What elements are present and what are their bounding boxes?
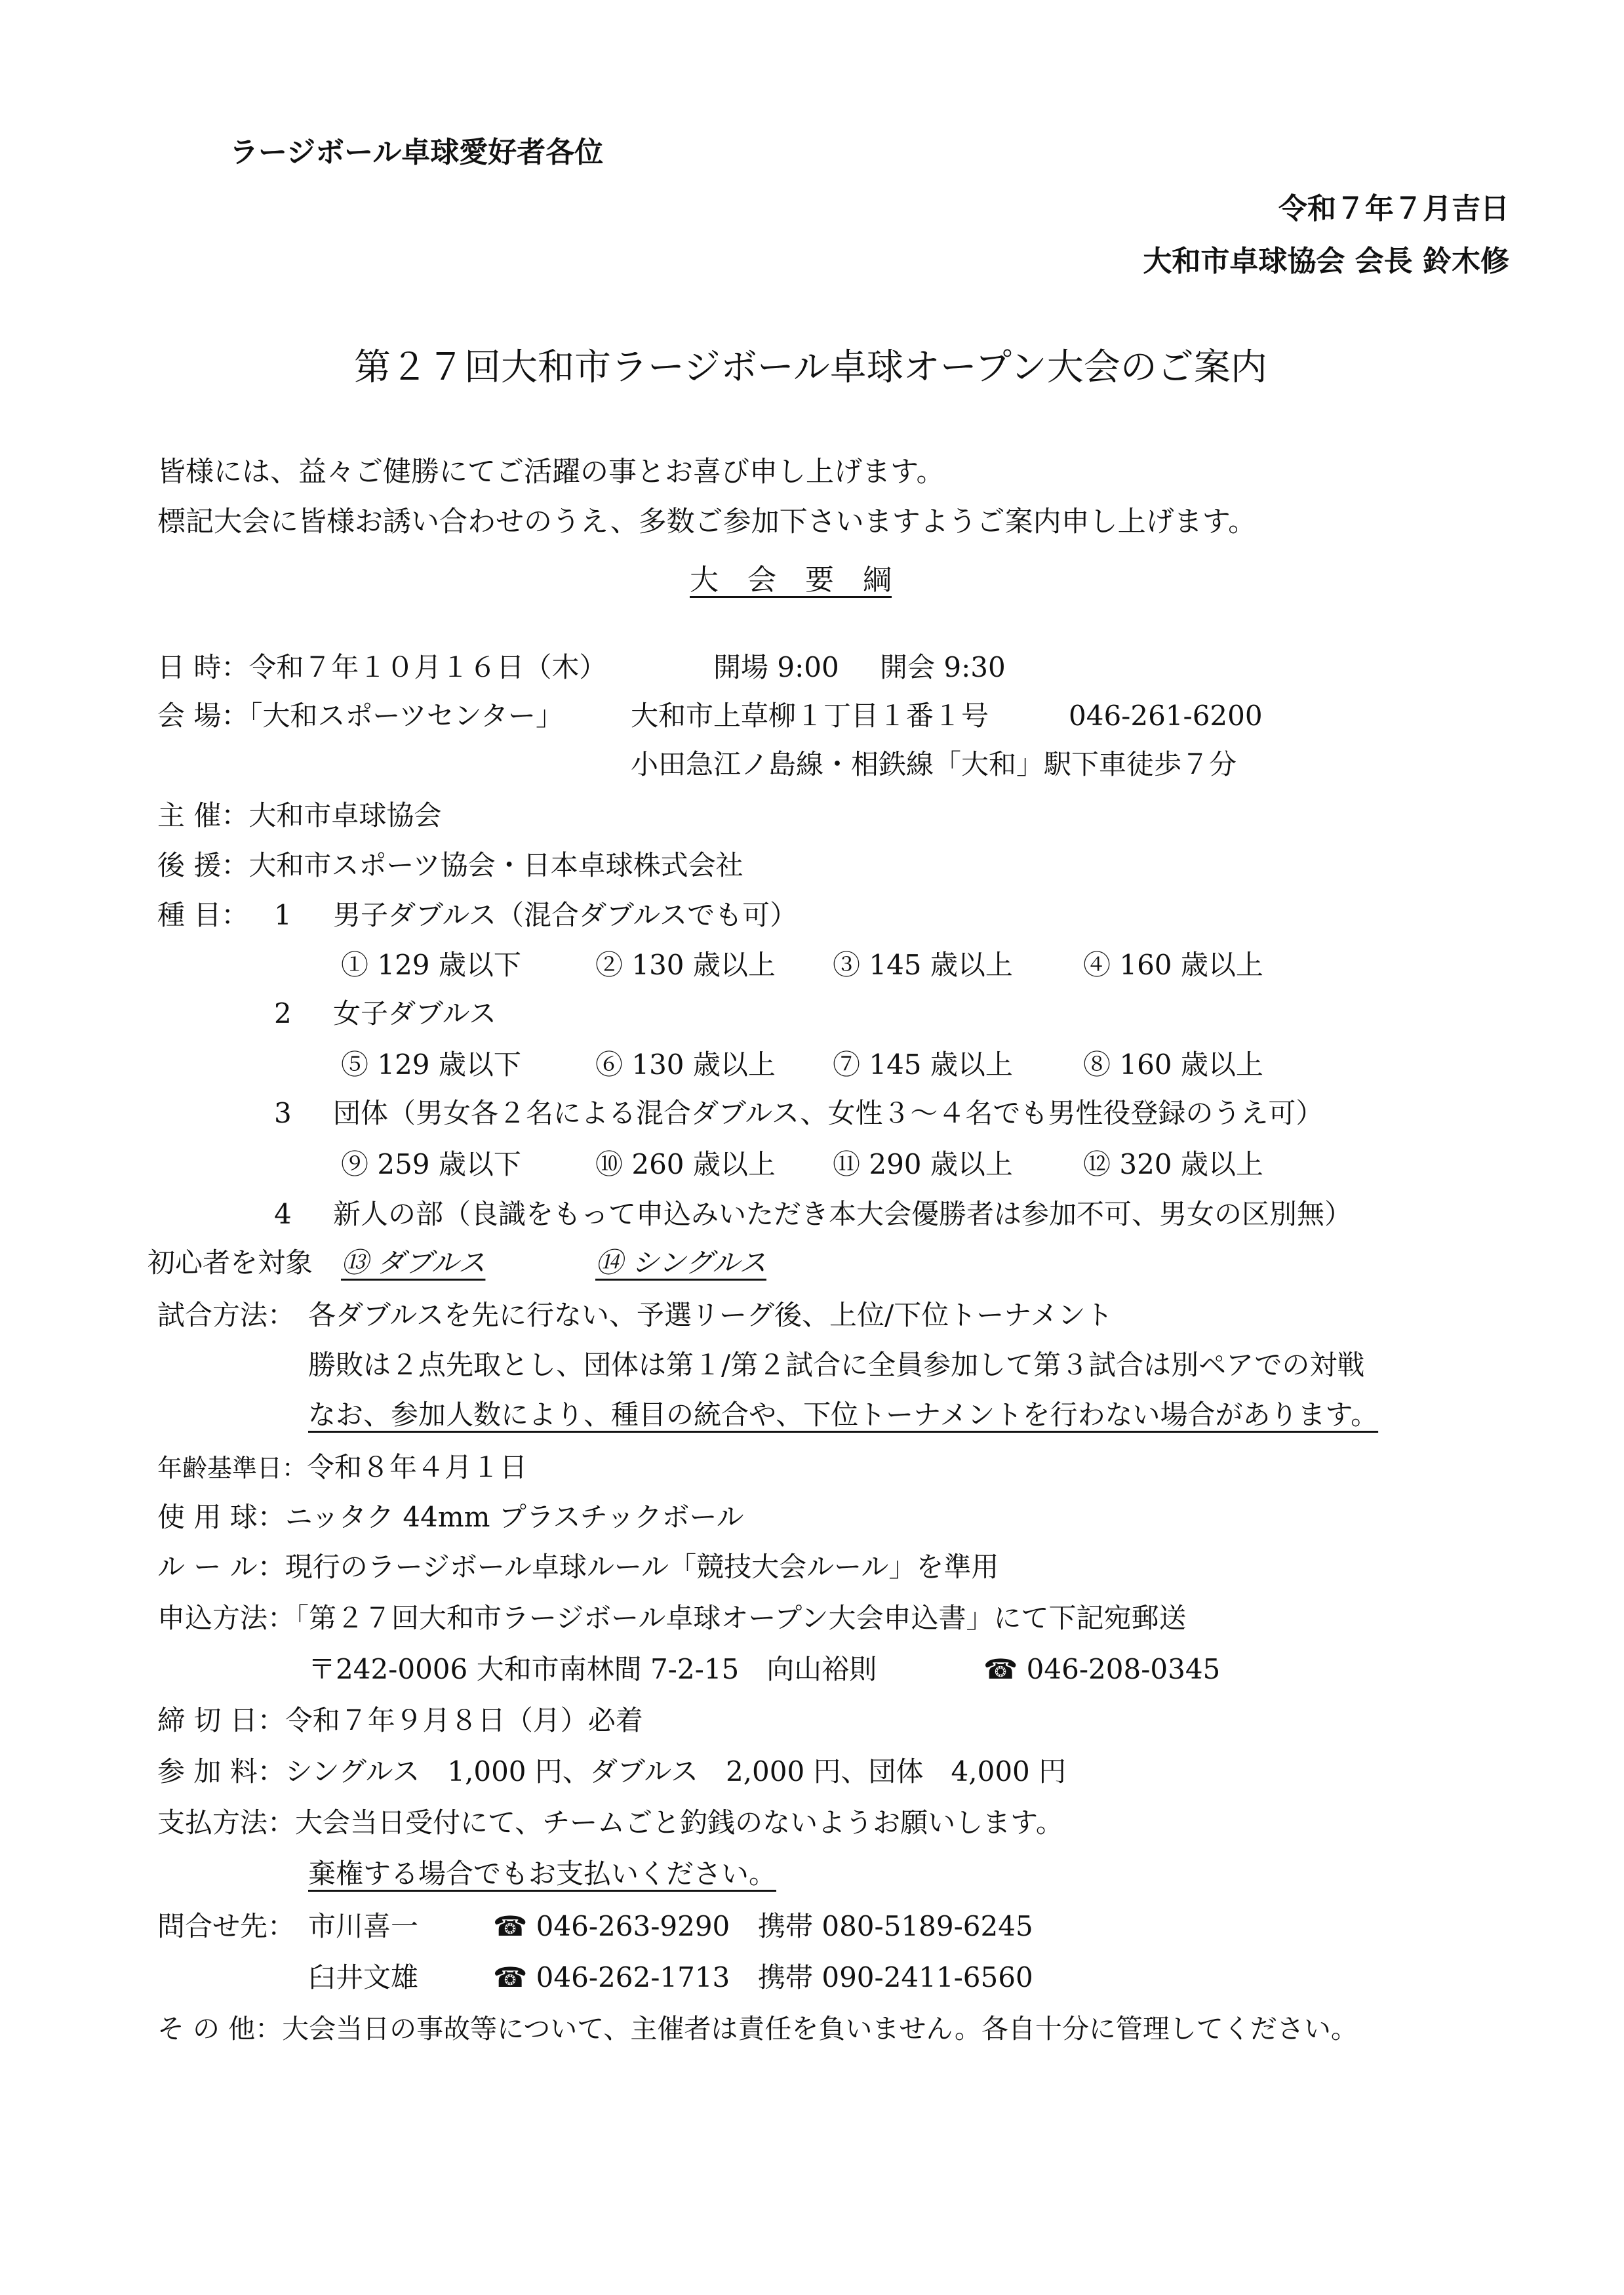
other-label: そ の 他： <box>157 2013 283 2045</box>
event-4-item-1: ⑬ ダブルス <box>341 1247 486 1279</box>
support-row <box>157 847 743 884</box>
ball-row <box>157 1499 744 1536</box>
fee-row <box>157 1753 1066 1790</box>
deadline-value: 令和７年９月８日（月）必着 <box>285 1704 643 1736</box>
event-3-item-2: ⑩ 260 歳以上 <box>595 1148 776 1180</box>
age-base-label: 年齢基準日： <box>157 1454 307 1483</box>
start-time: 開会 9:30 <box>880 651 1006 683</box>
age-base-row <box>157 1449 527 1487</box>
issue-date: 令和７年７月吉日 <box>1278 192 1509 226</box>
method-label: 試合方法： <box>157 1299 296 1331</box>
ball-label: 使 用 球： <box>157 1501 285 1533</box>
event-1-name: 男子ダブルス（混合ダブルスでも可） <box>333 899 798 931</box>
age-base-value: 令和８年４月１日 <box>307 1451 528 1483</box>
application-row <box>157 1600 1187 1637</box>
event-2-item-1: ⑤ 129 歳以下 <box>341 1048 521 1081</box>
greeting-line-2: 標記大会に皆様お誘い合わせのうえ、多数ご参加下さいますようご案内申し上げます。 <box>157 506 1257 538</box>
fee-label: 参 加 料： <box>157 1755 285 1787</box>
addressee: ラージボール卓球愛好者各位 <box>229 136 604 169</box>
application-phone: ☎ 046-208-0345 <box>983 1653 1221 1685</box>
event-2-item-3: ⑦ 145 歳以上 <box>833 1048 1013 1081</box>
contact-1-name: 市川喜一 <box>308 1910 419 1942</box>
contact-2-tel: ☎ 046-262-1713 <box>493 1961 730 1993</box>
event-3-item-4: ⑫ 320 歳以上 <box>1083 1148 1263 1180</box>
section-title: 大 会 要 綱 <box>690 563 892 597</box>
venue-row <box>157 698 563 734</box>
event-1-item-2: ② 130 歳以上 <box>595 949 776 981</box>
rules-label: ル ー ル： <box>157 1551 285 1583</box>
event-2-item-4: ⑧ 160 歳以上 <box>1083 1048 1263 1081</box>
event-3-num: 3 <box>274 1097 292 1129</box>
deadline-row <box>157 1702 643 1739</box>
venue-phone: 046-261-6200 <box>1069 700 1263 732</box>
application-postal: 〒242-0006 大和市南林間 7-2-15 向山裕則 <box>308 1653 877 1685</box>
deadline-label: 締 切 日： <box>157 1704 285 1736</box>
datetime-value: 令和７年１０月１６日（木） <box>248 651 607 683</box>
venue-name: 「大和スポーツセンター」 <box>248 700 564 732</box>
method-line-3: なお、参加人数により、種目の統合や、下位トーナメントを行わない場合があります。 <box>308 1399 1379 1431</box>
ball-value: ニッタク 44mm プラスチックボール <box>285 1501 744 1533</box>
event-4-num: 4 <box>274 1198 292 1230</box>
event-2-item-2: ⑥ 130 歳以上 <box>595 1048 776 1081</box>
event-4-item-2: ⑭ シングルス <box>595 1247 766 1279</box>
datetime-row <box>157 649 606 686</box>
host-value: 大和市卓球協会 <box>248 799 442 831</box>
events-label: 種 目： <box>157 899 249 931</box>
application-value: 「第２７回大和市ラージボール卓球オープン大会申込書」にて下記宛郵送 <box>295 1602 1187 1634</box>
contact-2-mobile: 携帯 090-2411-6560 <box>758 1961 1033 1993</box>
event-1-item-3: ③ 145 歳以上 <box>833 949 1013 981</box>
contact-2-name: 臼井文雄 <box>308 1961 419 1993</box>
contact-1-tel: ☎ 046-263-9290 <box>493 1910 730 1942</box>
event-3-item-1: ⑨ 259 歳以下 <box>341 1148 521 1180</box>
method-line-1: 各ダブルスを先に行ない、予選リーグ後、上位/下位トーナメント <box>308 1299 1113 1331</box>
event-1-item-1: ① 129 歳以下 <box>341 949 521 981</box>
event-2-num: 2 <box>274 997 292 1029</box>
support-label: 後 援： <box>157 849 249 881</box>
host-row <box>157 797 441 834</box>
rules-value: 現行のラージボール卓球ルール「競技大会ルール」を準用 <box>285 1551 999 1583</box>
payment-label: 支払方法： <box>157 1806 296 1839</box>
payment-row <box>157 1805 1063 1841</box>
sender: 大和市卓球協会 会長 鈴木修 <box>1143 245 1509 278</box>
contact-label: 問合せ先： <box>157 1910 296 1942</box>
payment-value: 大会当日受付にて、チームごと釣銭のないようお願いします。 <box>295 1806 1063 1839</box>
fee-value: シングルス 1,000 円、ダブルス 2,000 円、団体 4,000 円 <box>285 1755 1067 1787</box>
datetime-label: 日 時： <box>157 651 249 683</box>
payment-note: 棄権する場合でもお支払いください。 <box>308 1858 777 1890</box>
event-2-name: 女子ダブルス <box>333 997 497 1029</box>
event-1-item-4: ④ 160 歳以上 <box>1083 949 1263 981</box>
other-row <box>157 2010 1358 2047</box>
event-3-name: 団体（男女各２名による混合ダブルス、女性３～４名でも男性役登録のうえ可） <box>333 1097 1324 1129</box>
venue-label: 会 場： <box>157 700 249 732</box>
method-line-2: 勝敗は２点先取とし、団体は第１/第２試合に全員参加して第３試合は別ペアでの対戦 <box>308 1349 1365 1381</box>
other-value: 大会当日の事故等について、主催者は責任を負いません。各自十分に管理してください。 <box>282 2013 1358 2045</box>
rules-row <box>157 1549 999 1586</box>
venue-access: 小田急江ノ島線・相鉄線「大和」駅下車徒歩７分 <box>631 748 1237 780</box>
page-title: 第２７回大和市ラージボール卓球オープン大会のご案内 <box>354 346 1267 389</box>
event-3-item-3: ⑪ 290 歳以上 <box>833 1148 1013 1180</box>
event-4-target: 初心者を対象 <box>148 1247 313 1279</box>
support-value: 大和市スポーツ協会・日本卓球株式会社 <box>248 849 743 881</box>
application-label: 申込方法： <box>157 1602 296 1634</box>
event-4-name: 新人の部（良識をもって申込みいただき本大会優勝者は参加不可、男女の区別無） <box>333 1198 1353 1230</box>
contact-1-mobile: 携帯 080-5189-6245 <box>758 1910 1033 1942</box>
host-label: 主 催： <box>157 799 249 831</box>
event-1-num: 1 <box>274 899 292 931</box>
venue-address: 大和市上草柳１丁目１番１号 <box>631 700 989 732</box>
open-time: 開場 9:00 <box>713 651 839 683</box>
greeting-line-1: 皆様には、益々ご健勝にてご活躍の事とお喜び申し上げます。 <box>157 456 945 489</box>
